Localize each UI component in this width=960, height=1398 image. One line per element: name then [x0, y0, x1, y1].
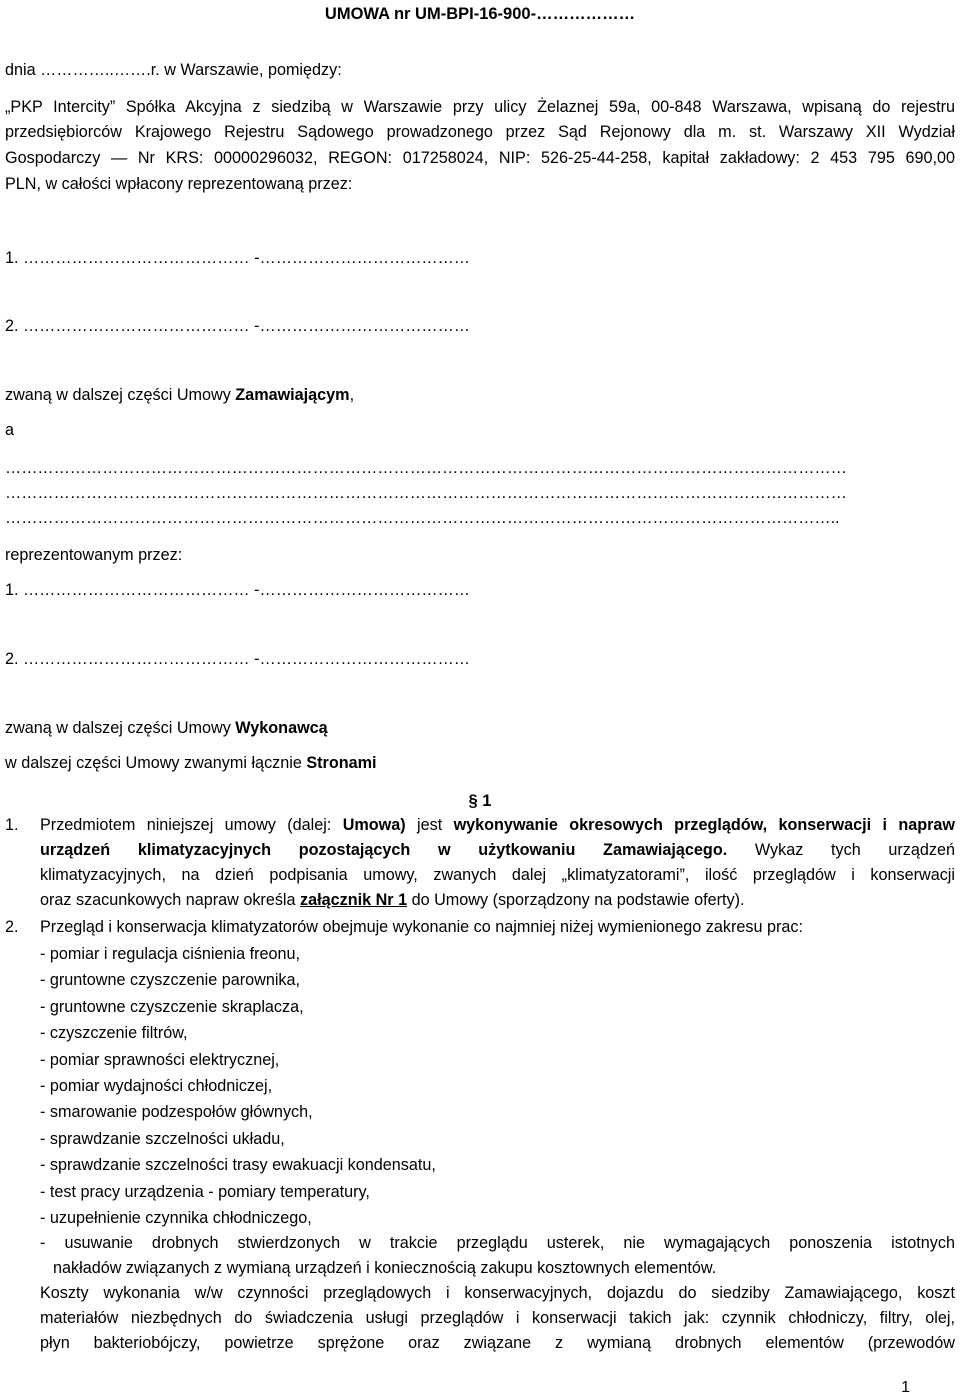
zamawiajacy-term: Zamawiającym [235, 386, 350, 404]
list-item: - pomiar wydajności chłodniczej, [40, 1076, 273, 1095]
represented-by-label: reprezentowanym przez: [5, 546, 183, 564]
list-item: - sprawdzanie szczelności trasy ewakuacji kondensatu, [40, 1156, 436, 1175]
costs-line3: płyn bakteriobójczy, powietrze sprężone oraz związane z wymianą drobnych elementów (przewodów [40, 1334, 955, 1352]
p1-l4-c: do Umowy (sporządzony na podstawie oferty). [407, 891, 745, 909]
list-item: - gruntowne czyszczenie parownika, [40, 971, 301, 990]
strony-prefix: w dalszej części Umowy zwanymi łącznie [5, 754, 307, 772]
wykonawca-line [5, 718, 328, 738]
last-item-line1: - usuwanie drobnych stwierdzonych w trakcie przeglądu usterek, nie wymagających ponoszenia istotnych [40, 1234, 955, 1252]
page-number: 1 [901, 1379, 910, 1396]
conjunction-a: a [5, 421, 15, 439]
strony-line [5, 753, 377, 773]
list-item: - pomiar i regulacja ciśnienia freonu, [40, 945, 301, 963]
representative-1-1: 1. …………………………………… -………………………………… [5, 249, 470, 267]
attachment-1-reference: załącznik Nr 1 [300, 891, 408, 909]
placeholder-dots-2: ………………………………………………………………………………………………………………………………………… [5, 484, 847, 502]
list-item: - uzupełnienie czynnika chłodniczego, [40, 1208, 312, 1227]
p1-l1-d: wykonywanie okresowych przeglądów, konserwacji i napraw [453, 816, 956, 834]
wykonawca-term: Wykonawcą [235, 719, 328, 737]
zamawiajacy-suffix: , [349, 386, 355, 404]
paragraph-1-line3: klimatyzacyjnych, na dzień podpisania umowy, zwanych dalej „klimatyzatorami”, ilość przeglądów i konserwacji [40, 866, 955, 884]
list-item: - sprawdzanie szczelności układu, [40, 1129, 285, 1148]
p1-l1-c: jest [405, 816, 454, 834]
p1-l1-b: Umowa) [342, 816, 406, 834]
placeholder-dots-1: ………………………………………………………………………………………………………………………………………… [5, 459, 847, 477]
list-item: - pomiar sprawności elektrycznej, [40, 1050, 280, 1069]
strony-term: Stronami [306, 754, 377, 772]
list-item: - smarowanie podzespołów głównych, [40, 1103, 313, 1122]
contract-title: UMOWA nr UM-BPI-16-900-……………… [324, 5, 636, 23]
representative-2-1: 1. …………………………………… -………………………………… [5, 581, 470, 599]
date-line: dnia …………..…….r. w Warszawie, pomiędzy: [5, 61, 342, 79]
list-item: - test pracy urządzenia - pomiary temperatury, [40, 1182, 370, 1201]
paragraph-1-line2 [40, 840, 955, 860]
paragraph-2-number: 2. [5, 918, 19, 936]
paragraph-1-number: 1. [5, 816, 19, 834]
costs-line2: materiałów niezbędnych do świadczenia usługi przeglądów i konserwacji takich jak: czynnik chłodniczy, filtry, olej, [40, 1309, 955, 1327]
list-item: - gruntowne czyszczenie skraplacza, [40, 997, 304, 1016]
paragraph-2-intro: Przegląd i konserwacja klimatyzatorów obejmuje wykonanie co najmniej niżej wymienionego zakresu prac: [40, 918, 803, 936]
party1-line1: „PKP Intercity” Spółka Akcyjna z siedzibą w Warszawie przy ulicy Żelaznej 59a, 00-848 Warszawa, wpisaną do rejestru [5, 98, 955, 116]
paragraph-1-line1 [40, 815, 955, 835]
p1-l4-a: oraz szacunkowych napraw określa [40, 891, 301, 909]
p1-l2-a: urządzeń klimatyzacyjnych pozostających w użytkowaniu Zamawiającego. [40, 841, 728, 859]
list-item: - czyszczenie filtrów, [40, 1024, 188, 1043]
zamawiajacy-prefix: zwaną w dalszej części Umowy [5, 386, 236, 404]
party1-line2: przedsiębiorców Krajowego Rejestru Sądowego prowadzonego przez Sąd Rejonowy dla m. st. Warszawy XII Wydział [5, 123, 955, 141]
last-item-line2: nakładów związanych z wymianą urządzeń i koniecznością zakupu kosztownych elementów. [53, 1259, 717, 1277]
representative-1-2: 2. …………………………………… -………………………………… [5, 317, 470, 335]
p1-l2-b: Wykaz tych urządzeń [727, 841, 955, 859]
party1-line4: PLN, w całości wpłacony reprezentowaną przez: [5, 175, 353, 193]
party1-line3: Gospodarczy — Nr KRS: 00000296032, REGON: 017258024, NIP: 526-25-44-258, kapitał zakładowy: 2 453 795 690,00 [5, 149, 955, 167]
paragraph-1-line4 [40, 890, 745, 910]
work-scope-list [40, 941, 436, 1231]
costs-line1: Koszty wykonania w/w czynności przeglądowych i konserwacyjnych, dojazdu do siedziby Zamawiającego, koszt [40, 1284, 955, 1302]
wykonawca-prefix: zwaną w dalszej części Umowy [5, 719, 236, 737]
zamawiajacy-line [5, 385, 354, 405]
p1-l1-a: Przedmiotem niniejszej umowy (dalej: [40, 816, 343, 834]
representative-2-2: 2. …………………………………… -………………………………… [5, 650, 470, 668]
section-1-heading: § 1 [468, 792, 492, 810]
placeholder-dots-3: ……………………………………………………………………………………………………………………………………….. [5, 509, 840, 527]
